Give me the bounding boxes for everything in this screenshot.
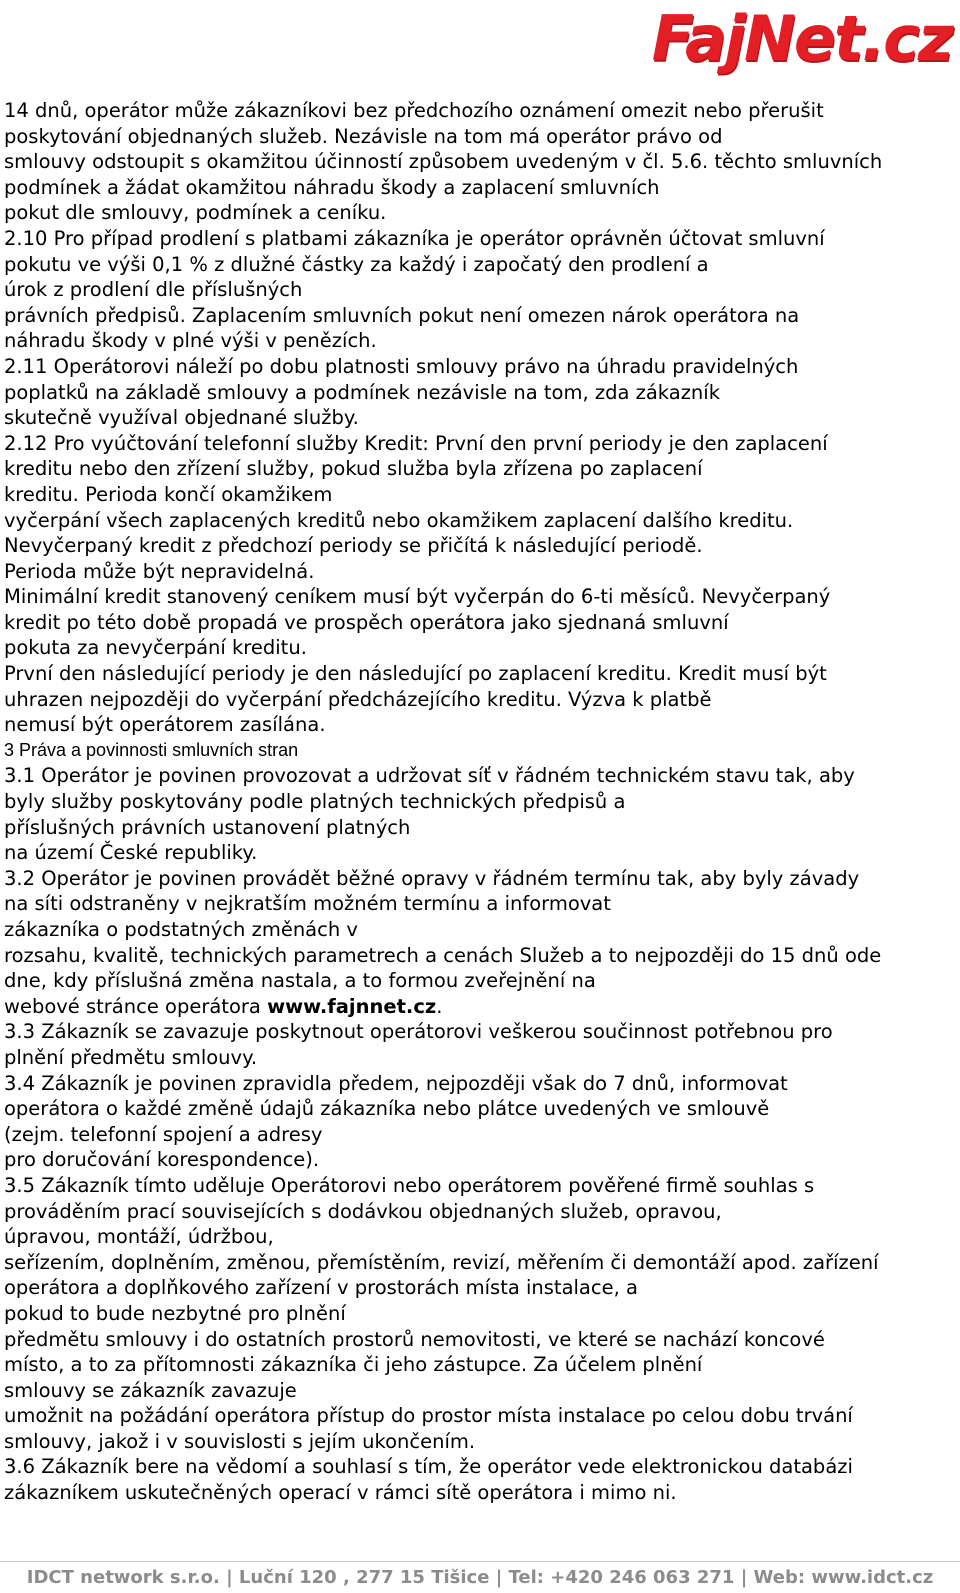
text-line: vyčerpání všech zaplacených kreditů nebo okamžikem zaplacení dalšího kreditu. bbox=[4, 508, 794, 532]
text-line: pro doručování korespondence). bbox=[4, 1148, 320, 1172]
text-line: kreditu nebo den zřízení služby, pokud služba byla zřízena po zaplacení bbox=[4, 457, 703, 481]
paragraph-block-1 bbox=[4, 98, 956, 738]
text-line: poplatků na základě smlouvy a podmínek nezávisle na tom, zda zákazník bbox=[4, 380, 721, 404]
web-line-suffix: . bbox=[436, 994, 443, 1018]
paragraph-block-3 bbox=[4, 1019, 956, 1505]
section-heading: 3 Práva a povinnosti smluvních stran bbox=[4, 739, 299, 760]
text-line: 14 dnů, operátor může zákazníkovi bez předchozího oznámení omezit nebo přerušit bbox=[4, 99, 824, 122]
text-line: kreditu. Perioda končí okamžikem bbox=[4, 482, 333, 506]
text-line: zákazníka o podstatných změnách v bbox=[4, 918, 358, 941]
text-line: úpravou, montáží, údržbou, bbox=[4, 1225, 274, 1249]
text-line: 3.5 Zákazník tímto uděluje Operátorovi nebo operátorem pověřené firmě souhlas s bbox=[4, 1173, 815, 1197]
text-line: pokud to bude nezbytné pro plnění bbox=[4, 1301, 346, 1325]
footer: IDCT network s.r.o. | Luční 120 , 277 15 Tišice | Tel: +420 246 063 271 | Web: www.idct.cz bbox=[26, 1567, 934, 1588]
text-line: 3.1 Operátor je povinen provozovat a udržovat síť v řádném technickém stavu tak, aby bbox=[4, 764, 855, 788]
text-line: kredit po této době propadá ve prospěch operátora jako sjednaná smluvní bbox=[4, 610, 729, 634]
text-line: smlouvy se zákazník zavazuje bbox=[4, 1378, 297, 1402]
text-line: plnění předmětu smlouvy. bbox=[4, 1045, 258, 1069]
text-line: Perioda může být nepravidelná. bbox=[4, 559, 315, 583]
text-line: pokuta za nevyčerpání kreditu. bbox=[4, 636, 307, 660]
text-line: 3.2 Operátor je povinen provádět běžné opravy v řádném termínu tak, aby byly závady bbox=[4, 866, 860, 890]
text-line: úrok z prodlení dle příslušných bbox=[4, 278, 303, 302]
text-line: Minimální kredit stanovený ceníkem musí být vyčerpán do 6-ti měsíců. Nevyčerpaný bbox=[4, 585, 831, 609]
fajnet-logo: FajNet.cz bbox=[651, 2, 952, 75]
text-line: na území České republiky. bbox=[4, 841, 258, 865]
text-line: prováděním prací souvisejících s dodávkou objednaných služeb, opravou, bbox=[4, 1199, 722, 1223]
text-line: na síti odstraněny v nejkratším možném termínu a informovat bbox=[4, 892, 611, 916]
text-line: náhradu škody v plné výši v penězích. bbox=[4, 329, 377, 353]
web-line bbox=[4, 994, 956, 1020]
text-line: smlouvy, jakož i v souvislosti s jejím ukončením. bbox=[4, 1429, 476, 1453]
document-body bbox=[4, 98, 956, 1506]
text-line: 3.6 Zákazník bere na vědomí a souhlasí s tím, že operátor vede elektronickou databázi bbox=[4, 1455, 853, 1479]
text-line: Nevyčerpaný kredit z předchozí periody se přičítá k následující periodě. bbox=[4, 534, 703, 558]
text-line: smlouvy odstoupit s okamžitou účinností způsobem uvedeným v čl. 5.6. těchto smluvních bbox=[4, 150, 883, 174]
text-line: operátora a doplňkového zařízení v prostorách místa instalace, a bbox=[4, 1276, 638, 1300]
text-line: První den následující periody je den následující po zaplacení kreditu. Kredit musí být bbox=[4, 662, 827, 686]
text-line: nemusí být operátorem zasílána. bbox=[4, 713, 326, 737]
text-line: 2.11 Operátorovi náleží po dobu platnosti smlouvy právo na úhradu pravidelných bbox=[4, 354, 799, 378]
text-line: příslušných právních ustanovení platných bbox=[4, 815, 411, 839]
text-line: 3.3 Zákazník se zavazuje poskytnout operátorovi veškerou součinnost potřebnou pro bbox=[4, 1020, 833, 1044]
text-line: operátora o každé změně údajů zákazníka nebo plátce uvedených ve smlouvě bbox=[4, 1097, 770, 1121]
text-line: umožnit na požádání operátora přístup do prostor místa instalace po celou dobu trvání bbox=[4, 1404, 853, 1428]
web-line-prefix: webové stránce operátora bbox=[4, 994, 268, 1018]
text-line: skutečně využíval objednané služby. bbox=[4, 406, 359, 430]
text-line: zákazníkem uskutečněných operací v rámci sítě operátora i mimo ni. bbox=[4, 1481, 677, 1505]
text-line: dne, kdy příslušná změna nastala, a to formou zveřejnění na bbox=[4, 969, 596, 993]
text-line: (zejm. telefonní spojení a adresy bbox=[4, 1122, 323, 1146]
text-line: byly služby poskytovány podle platných technických předpisů a bbox=[4, 790, 626, 814]
paragraph-block-2 bbox=[4, 763, 956, 993]
text-line: předmětu smlouvy i do ostatních prostorů nemovitosti, ve které se nachází koncové bbox=[4, 1327, 825, 1351]
text-line: uhrazen nejpozději do vyčerpání předcházejícího kreditu. Výzva k platbě bbox=[4, 687, 712, 711]
text-line: 2.12 Pro vyúčtování telefonní služby Kredit: První den první periody je den zaplacení bbox=[4, 431, 828, 455]
text-line: podmínek a žádat okamžitou náhradu škody a zaplacení smluvních bbox=[4, 175, 660, 199]
footer-divider bbox=[0, 1561, 960, 1562]
text-line: místo, a to za přítomnosti zákazníka či jeho zástupce. Za účelem plnění bbox=[4, 1353, 703, 1377]
text-line: 3.4 Zákazník je povinen zpravidla předem, nejpozději však do 7 dnů, informovat bbox=[4, 1071, 788, 1095]
website-link[interactable]: www.fajnnet.cz bbox=[267, 994, 437, 1018]
text-line: seřízením, doplněním, změnou, přemístěním, revizí, měřením či demontáží apod. zařízení bbox=[4, 1250, 879, 1274]
text-line: právních předpisů. Zaplacením smluvních pokut není omezen nárok operátora na bbox=[4, 303, 800, 327]
text-line: 2.10 Pro případ prodlení s platbami zákazníka je operátor oprávněn účtovat smluvní bbox=[4, 226, 825, 250]
text-line: pokutu ve výši 0,1 % z dlužné částky za každý i započatý den prodlení a bbox=[4, 252, 709, 276]
text-line: pokut dle smlouvy, podmínek a ceníku. bbox=[4, 201, 387, 225]
text-line: rozsahu, kvalitě, technických parametrech a cenách Služeb a to nejpozději do 15 dnů ode bbox=[4, 943, 882, 967]
text-line: poskytování objednaných služeb. Nezávisle na tom má operátor právo od bbox=[4, 124, 723, 148]
